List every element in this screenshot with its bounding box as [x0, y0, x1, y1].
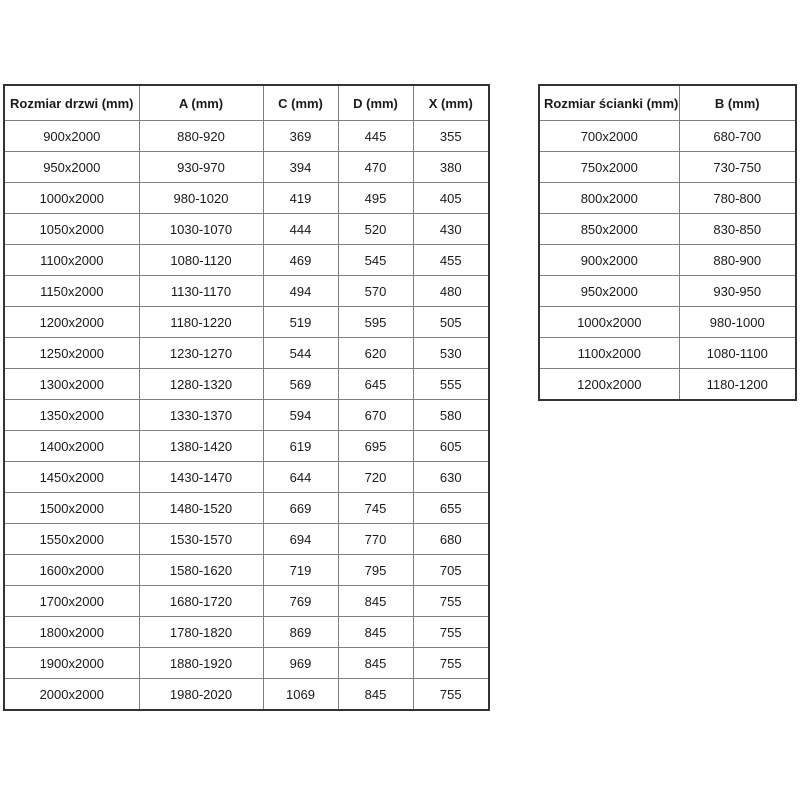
table-row [4, 245, 489, 276]
table-cell: 505 [413, 307, 489, 338]
table-row [4, 617, 489, 648]
table-row [539, 369, 796, 401]
table-row [4, 648, 489, 679]
table-cell: 695 [338, 431, 413, 462]
table-cell: 1180-1220 [139, 307, 263, 338]
table-cell: 530 [413, 338, 489, 369]
table-cell: 1069 [263, 679, 338, 711]
table-cell: 1400x2000 [4, 431, 139, 462]
table-cell: 1000x2000 [539, 307, 679, 338]
column-header: X (mm) [413, 85, 489, 121]
table-cell: 720 [338, 462, 413, 493]
table-cell: 495 [338, 183, 413, 214]
table-cell: 1250x2000 [4, 338, 139, 369]
table-cell: 1100x2000 [539, 338, 679, 369]
table-cell: 770 [338, 524, 413, 555]
table-row [4, 121, 489, 152]
table-row [539, 276, 796, 307]
table-cell: 520 [338, 214, 413, 245]
table-cell: 900x2000 [539, 245, 679, 276]
table-cell: 755 [413, 586, 489, 617]
column-header: Rozmiar drzwi (mm) [4, 85, 139, 121]
table-cell: 850x2000 [539, 214, 679, 245]
table-cell: 950x2000 [539, 276, 679, 307]
table-cell: 430 [413, 214, 489, 245]
table-cell: 519 [263, 307, 338, 338]
table-cell: 469 [263, 245, 338, 276]
table-cell: 605 [413, 431, 489, 462]
table-cell: 445 [338, 121, 413, 152]
table-row [539, 338, 796, 369]
table-cell: 845 [338, 648, 413, 679]
door-size-table [3, 84, 490, 711]
table-cell: 1200x2000 [539, 369, 679, 401]
table-row [4, 493, 489, 524]
table-cell: 680 [413, 524, 489, 555]
column-header: C (mm) [263, 85, 338, 121]
table-cell: 700x2000 [539, 121, 679, 152]
table-cell: 380 [413, 152, 489, 183]
table-cell: 1200x2000 [4, 307, 139, 338]
table-cell: 1600x2000 [4, 555, 139, 586]
table-row [539, 183, 796, 214]
table-cell: 869 [263, 617, 338, 648]
table-cell: 394 [263, 152, 338, 183]
table-cell: 880-920 [139, 121, 263, 152]
column-header: B (mm) [679, 85, 796, 121]
table-cell: 769 [263, 586, 338, 617]
table-cell: 880-900 [679, 245, 796, 276]
table-cell: 630 [413, 462, 489, 493]
table-cell: 980-1020 [139, 183, 263, 214]
table-cell: 594 [263, 400, 338, 431]
table-cell: 355 [413, 121, 489, 152]
table-cell: 645 [338, 369, 413, 400]
table-cell: 1050x2000 [4, 214, 139, 245]
table-row [539, 121, 796, 152]
table-cell: 444 [263, 214, 338, 245]
table-row [4, 183, 489, 214]
table-cell: 620 [338, 338, 413, 369]
table-cell: 1080-1100 [679, 338, 796, 369]
table-row [4, 307, 489, 338]
table-cell: 619 [263, 431, 338, 462]
table-cell: 480 [413, 276, 489, 307]
table-cell: 494 [263, 276, 338, 307]
table-cell: 755 [413, 679, 489, 711]
column-header: A (mm) [139, 85, 263, 121]
table-row [4, 152, 489, 183]
table-cell: 795 [338, 555, 413, 586]
table-cell: 1080-1120 [139, 245, 263, 276]
table-cell: 845 [338, 586, 413, 617]
table-cell: 1280-1320 [139, 369, 263, 400]
table-cell: 1500x2000 [4, 493, 139, 524]
table-cell: 950x2000 [4, 152, 139, 183]
table-cell: 719 [263, 555, 338, 586]
table-row [4, 369, 489, 400]
table-cell: 470 [338, 152, 413, 183]
table-cell: 900x2000 [4, 121, 139, 152]
table-cell: 669 [263, 493, 338, 524]
table-cell: 1880-1920 [139, 648, 263, 679]
table-cell: 569 [263, 369, 338, 400]
table-cell: 1450x2000 [4, 462, 139, 493]
table-cell: 555 [413, 369, 489, 400]
table-cell: 570 [338, 276, 413, 307]
table-cell: 369 [263, 121, 338, 152]
table-cell: 1580-1620 [139, 555, 263, 586]
column-header: Rozmiar ścianki (mm) [539, 85, 679, 121]
table-cell: 730-750 [679, 152, 796, 183]
table-cell: 1150x2000 [4, 276, 139, 307]
table-cell: 2000x2000 [4, 679, 139, 711]
table-row [4, 400, 489, 431]
table-cell: 455 [413, 245, 489, 276]
header-row [4, 85, 489, 121]
table-cell: 680-700 [679, 121, 796, 152]
table-cell: 1700x2000 [4, 586, 139, 617]
table-cell: 644 [263, 462, 338, 493]
table-row [4, 338, 489, 369]
table-cell: 1230-1270 [139, 338, 263, 369]
table-row [4, 276, 489, 307]
table-cell: 930-950 [679, 276, 796, 307]
table-cell: 545 [338, 245, 413, 276]
table-cell: 1900x2000 [4, 648, 139, 679]
table-cell: 694 [263, 524, 338, 555]
table-cell: 1980-2020 [139, 679, 263, 711]
table-row [539, 245, 796, 276]
table-row [539, 307, 796, 338]
table-cell: 595 [338, 307, 413, 338]
table-cell: 1480-1520 [139, 493, 263, 524]
table-cell: 969 [263, 648, 338, 679]
table-cell: 1180-1200 [679, 369, 796, 401]
table-cell: 1330-1370 [139, 400, 263, 431]
table-cell: 670 [338, 400, 413, 431]
table-cell: 1430-1470 [139, 462, 263, 493]
table-row [4, 462, 489, 493]
table-cell: 1350x2000 [4, 400, 139, 431]
table-cell: 1380-1420 [139, 431, 263, 462]
table-row [4, 524, 489, 555]
table-cell: 544 [263, 338, 338, 369]
table-cell: 1030-1070 [139, 214, 263, 245]
table-cell: 1300x2000 [4, 369, 139, 400]
table-cell: 980-1000 [679, 307, 796, 338]
table-cell: 1800x2000 [4, 617, 139, 648]
table-row [539, 152, 796, 183]
table-cell: 780-800 [679, 183, 796, 214]
column-header: D (mm) [338, 85, 413, 121]
table-cell: 705 [413, 555, 489, 586]
table-cell: 755 [413, 617, 489, 648]
table-cell: 755 [413, 648, 489, 679]
table-cell: 1100x2000 [4, 245, 139, 276]
table-cell: 1680-1720 [139, 586, 263, 617]
table-cell: 655 [413, 493, 489, 524]
table-cell: 1550x2000 [4, 524, 139, 555]
table-cell: 1780-1820 [139, 617, 263, 648]
table-row [4, 555, 489, 586]
table-cell: 419 [263, 183, 338, 214]
table-cell: 1530-1570 [139, 524, 263, 555]
table-cell: 800x2000 [539, 183, 679, 214]
table-cell: 405 [413, 183, 489, 214]
table-cell: 830-850 [679, 214, 796, 245]
table-cell: 750x2000 [539, 152, 679, 183]
table-row [4, 214, 489, 245]
table-cell: 1130-1170 [139, 276, 263, 307]
table-cell: 930-970 [139, 152, 263, 183]
table-cell: 845 [338, 679, 413, 711]
table-row [4, 431, 489, 462]
table-row [4, 679, 489, 711]
wall-size-table [538, 84, 797, 401]
table-row [539, 214, 796, 245]
table-cell: 1000x2000 [4, 183, 139, 214]
table-row [4, 586, 489, 617]
header-row [539, 85, 796, 121]
table-cell: 745 [338, 493, 413, 524]
table-cell: 845 [338, 617, 413, 648]
table-cell: 580 [413, 400, 489, 431]
